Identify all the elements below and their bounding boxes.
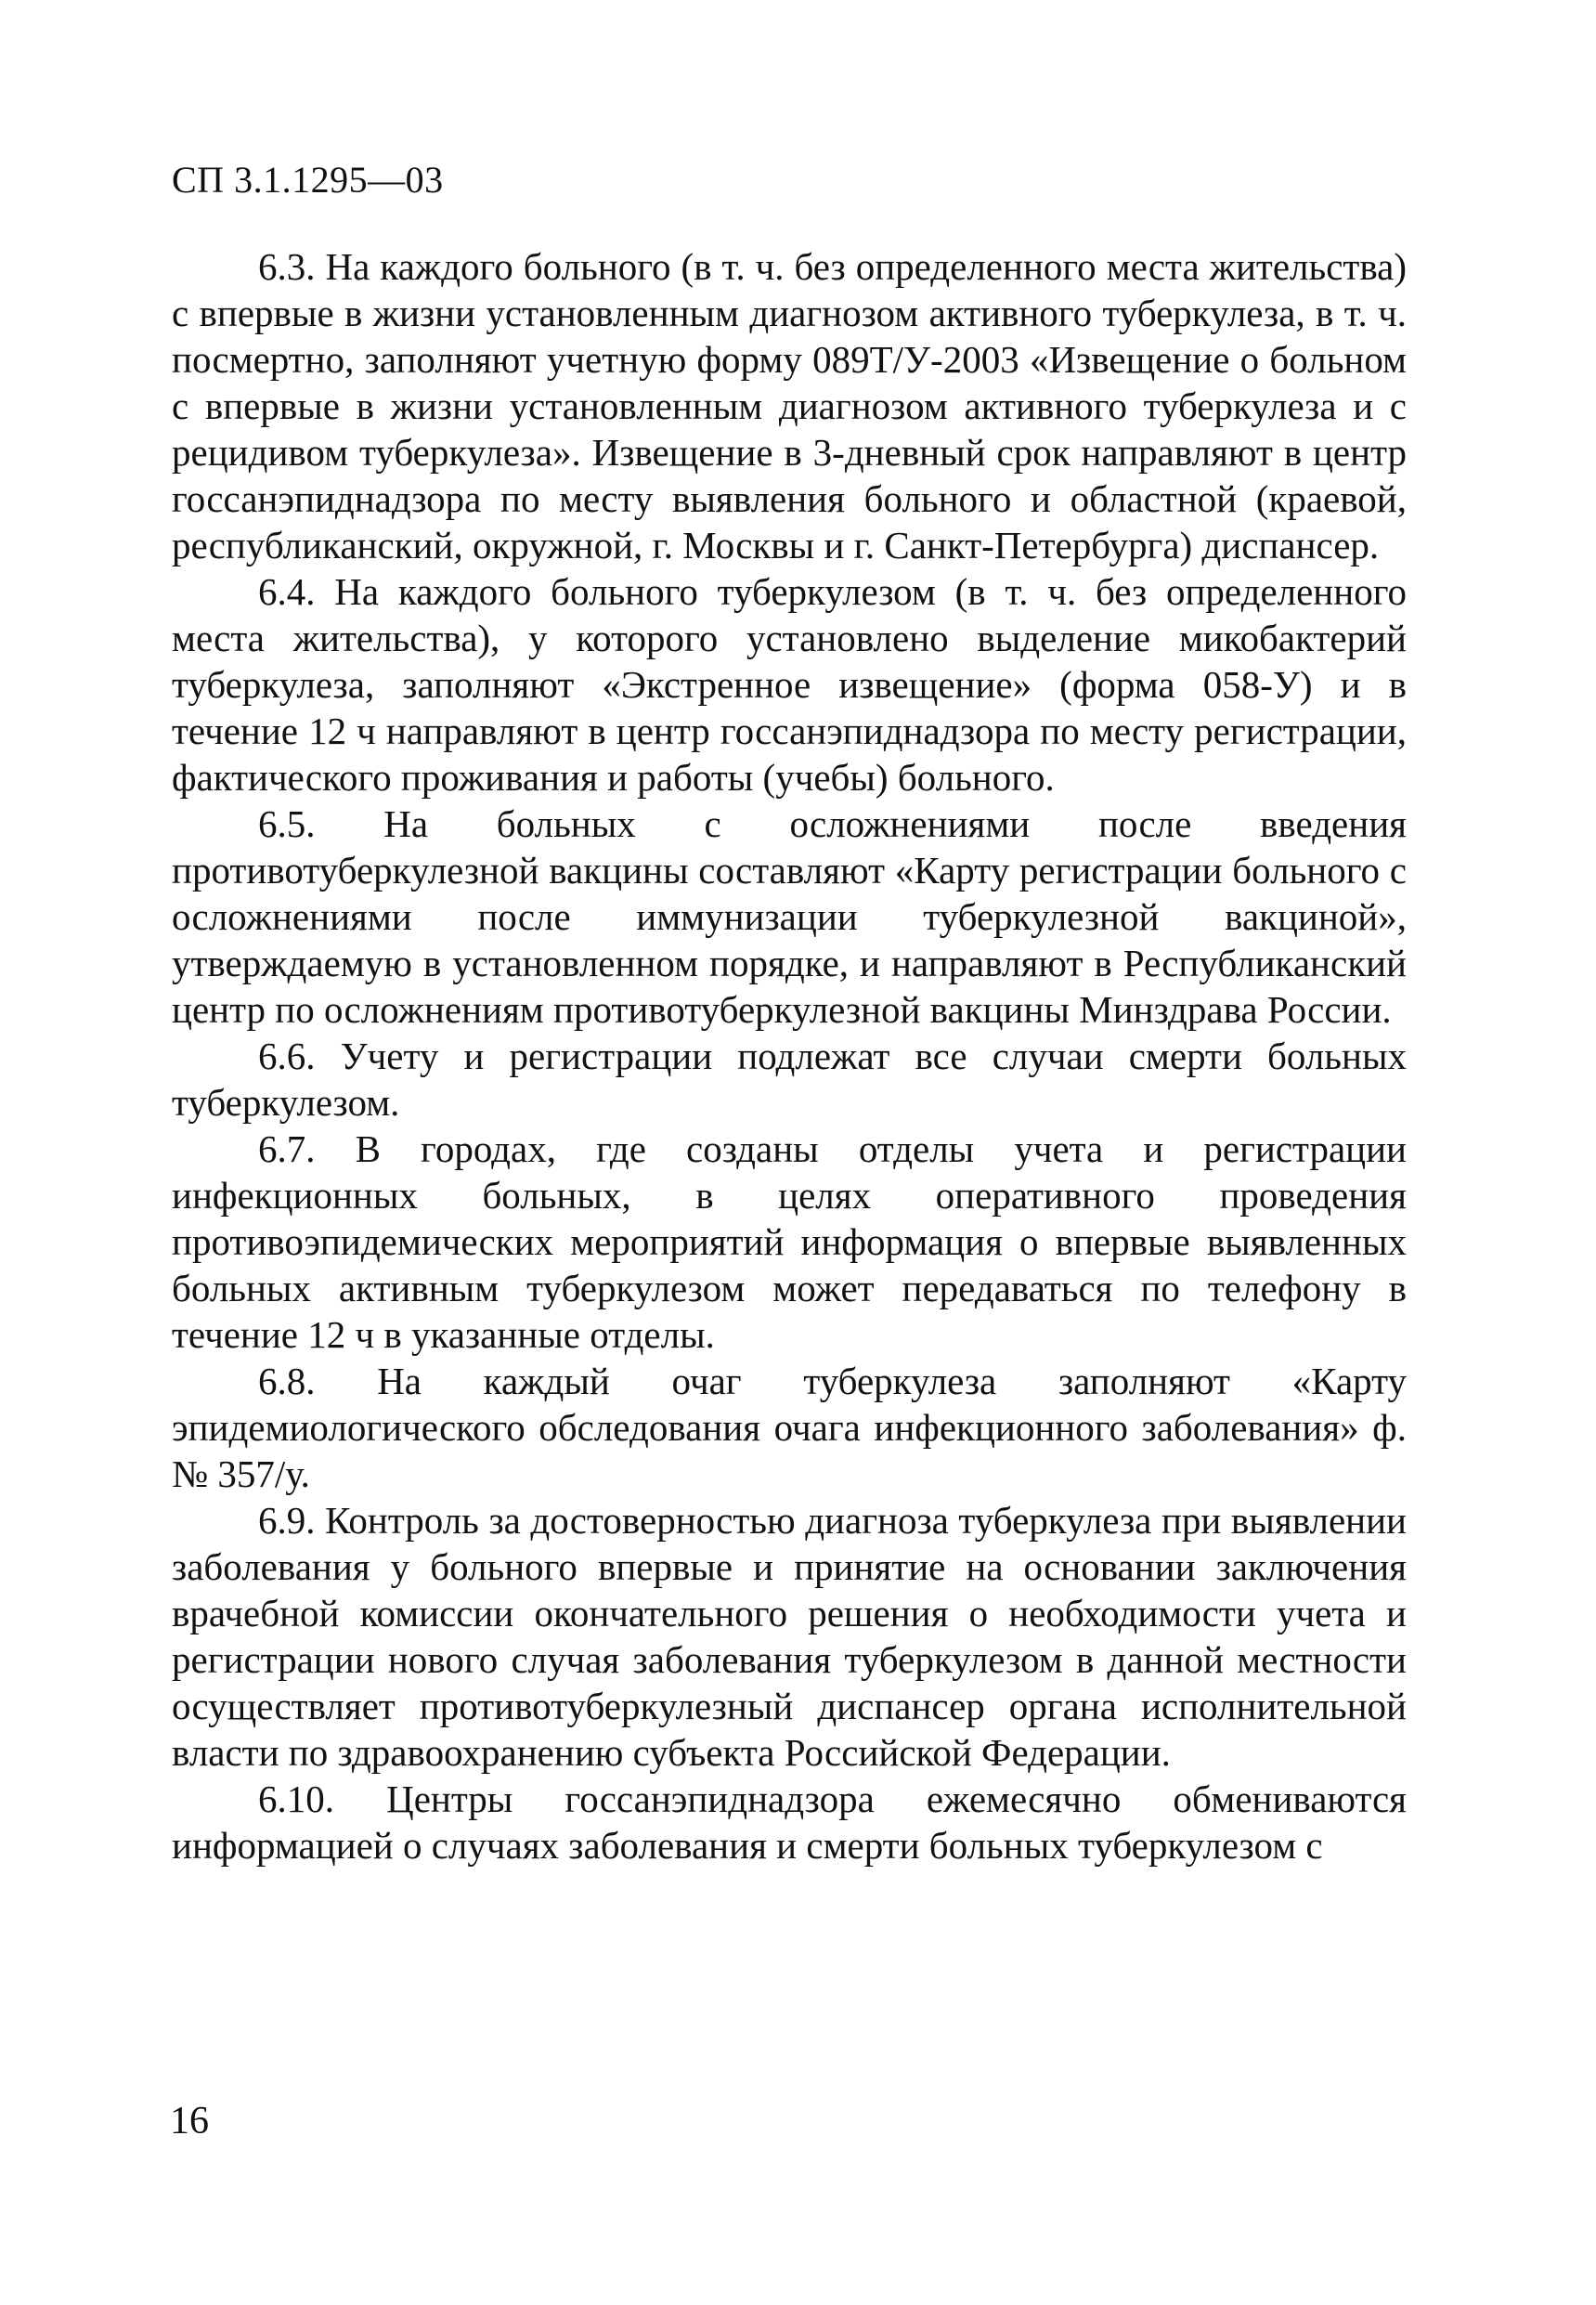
paragraph-6-4: 6.4. На каждого больного туберкулезом (в т. ч. без определенного места жительства), у которого установлено выделение микобактерий туберкулеза, заполняют «Экстренное извещение» (форма 058-У) и в течение 12 ч направляют в центр госсанэпиднадзора по месту регистрации, фактического проживания и работы (учебы) больного. bbox=[172, 570, 1407, 799]
paragraph-6-6: 6.6. Учету и регистрации подлежат все случаи смерти больных туберкулезом. bbox=[172, 1035, 1407, 1124]
paragraph-6-7: 6.7. В городах, где созданы отделы учета и регистрации инфекционных больных, в целях оперативного проведения противоэпидемических мероприятий информация о впервые выявленных больных активным туберкулезом может передаваться по телефону в течение 12 ч в указанные отделы. bbox=[172, 1127, 1407, 1356]
paragraph-6-3: 6.3. На каждого больного (в т. ч. без определенного места жительства) с впервые в жизни установленным диагнозом активного туберкулеза, в т. ч. посмертно, заполняют учетную форму 089Т/У-2003 «Извещение о больном с впервые в жизни установленным диагнозом активного туберкулеза и с рецидивом туберкулеза». Извещение в 3-дневный срок направляют в центр госсанэпиднадзора по месту выявления больного и областной (краевой, республиканский, окружной, г. Москвы и г. Санкт-Петербурга) диспансер. bbox=[172, 245, 1407, 566]
paragraph-6-8: 6.8. На каждый очаг туберкулеза заполняют «Карту эпидемиологического обследования очага инфекционного заболевания» ф. № 357/у. bbox=[172, 1360, 1407, 1495]
document-code-header: СП 3.1.1295—03 bbox=[172, 159, 444, 201]
page-number: 16 bbox=[170, 2100, 209, 2142]
paragraph-6-9: 6.9. Контроль за достоверностью диагноза туберкулеза при выявлении заболевания у больного впервые и принятие на основании заключения врачебной комиссии окончательного решения о необходимости учета и регистрации нового случая заболевания туберкулезом в данной местности осуществляет противотуберкулезный диспансер органа исполнительной власти по здравоохранению субъекта Российской Федерации. bbox=[172, 1499, 1407, 1774]
body-text bbox=[172, 243, 1407, 1869]
paragraph-6-5: 6.5. На больных с осложнениями после введения противотуберкулезной вакцины составляют «Карту регистрации больного с осложнениями после иммунизации туберкулезной вакциной», утверждаемую в установленном порядке, и направляют в Республиканский центр по осложнениям противотуберкулезной вакцины Минздрава России. bbox=[172, 802, 1407, 1031]
paragraph-6-10: 6.10. Центры госсанэпиднадзора ежемесячно обмениваются информацией о случаях заболевания и смерти больных туберкулезом с bbox=[172, 1778, 1407, 1867]
